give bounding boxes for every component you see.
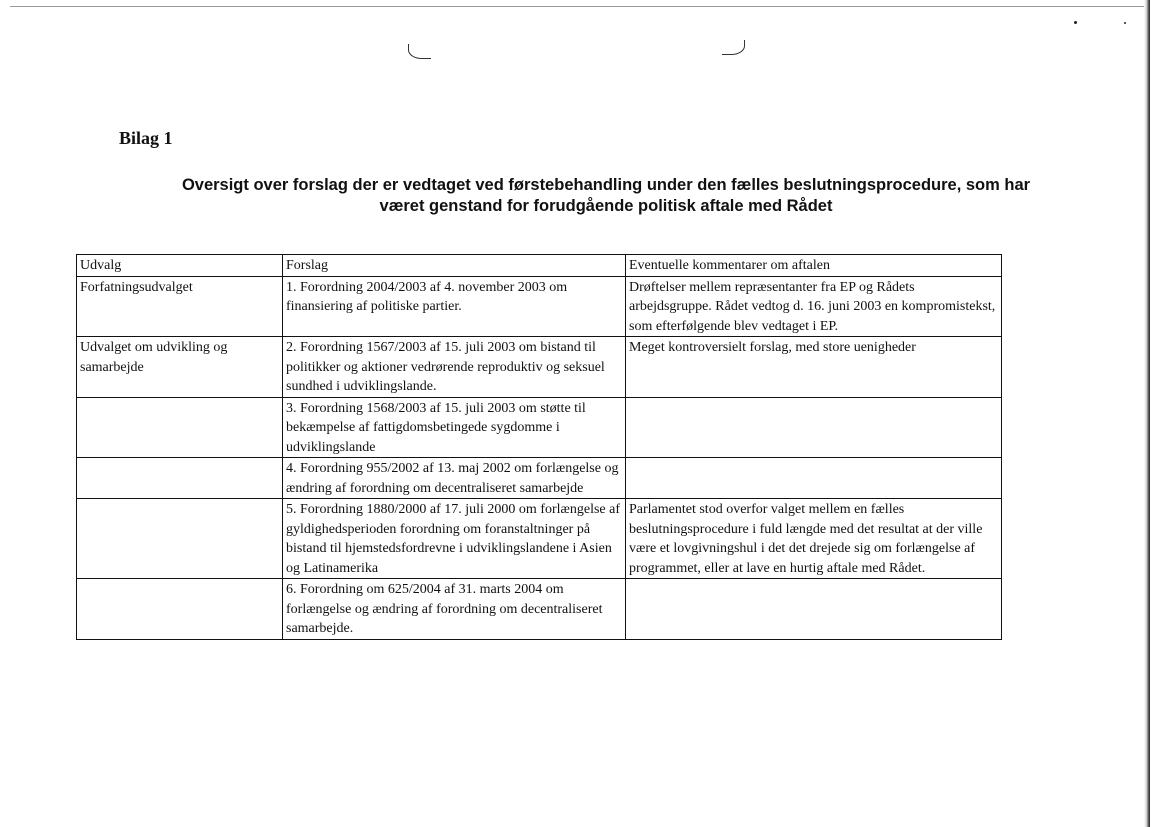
column-header-proposal: Forslag	[283, 255, 626, 277]
punch-hole-mark	[408, 44, 431, 59]
scan-speck	[1074, 21, 1077, 24]
table-row	[77, 397, 1002, 458]
column-header-committee: Udvalg	[77, 255, 283, 277]
comment-cell: Meget kontroversielt forslag, med store uenigheder	[626, 337, 1002, 398]
committee-cell: Forfatningsudvalget	[77, 276, 283, 337]
comment-cell	[626, 458, 1002, 499]
comment-cell	[626, 579, 1002, 640]
proposal-cell: 6. Forordning om 625/2004 af 31. marts 2004 om forlængelse og ændring af forordning om decentraliseret samarbejde.	[283, 579, 626, 640]
table-row	[77, 337, 1002, 398]
scan-speck	[1124, 22, 1126, 24]
table-header-row	[77, 255, 1002, 277]
proposal-cell: 5. Forordning 1880/2000 af 17. juli 2000 om forlængelse af gyldighedsperioden forordning om foranstaltninger på bistand til hjemstedsfordrevne i udviklingslandene i Asien og Latinamerika	[283, 499, 626, 579]
proposal-cell: 4. Forordning 955/2002 af 13. maj 2002 om forlængelse og ændring af forordning om decentraliseret samarbejde	[283, 458, 626, 499]
proposals-table	[76, 254, 1002, 640]
scan-border-right	[1144, 0, 1150, 827]
page-title-line2: været genstand for forudgående politisk aftale med Rådet	[379, 197, 833, 215]
comment-cell: Drøftelser mellem repræsentanter fra EP og Rådets arbejdsgruppe. Rådet vedtog d. 16. juni 2003 en kompromistekst, som efterfølgende blev vedtaget i EP.	[626, 276, 1002, 337]
page-title	[100, 175, 1112, 217]
comment-cell: Parlamentet stod overfor valget mellem en fælles beslutningsprocedure i fuld længde med det resultat at der ville være et lovgivningshul i det det drejede sig om forlængelse af programmet, eller at lave en hurtig aftale med Rådet.	[626, 499, 1002, 579]
proposal-cell: 3. Forordning 1568/2003 af 15. juli 2003 om støtte til bekæmpelse af fattigdomsbetingede sygdomme i udviklingslande	[283, 397, 626, 458]
committee-cell	[77, 579, 283, 640]
punch-hole-mark	[722, 40, 745, 55]
committee-cell: Udvalget om udvikling og samarbejde	[77, 337, 283, 398]
proposal-cell: 1. Forordning 2004/2003 af 4. november 2003 om finansiering af politiske partier.	[283, 276, 626, 337]
committee-cell	[77, 397, 283, 458]
page-title-line1: Oversigt over forslag der er vedtaget ved førstebehandling under den fælles beslutningsprocedure, som har	[181, 176, 1031, 194]
column-header-comments: Eventuelle kommentarer om aftalen	[626, 255, 1002, 277]
committee-cell	[77, 499, 283, 579]
table-row	[77, 579, 1002, 640]
table-row	[77, 499, 1002, 579]
annex-label: Bilag 1	[119, 128, 173, 148]
comment-cell	[626, 397, 1002, 458]
table-row	[77, 458, 1002, 499]
table-row	[77, 276, 1002, 337]
scan-border-top	[10, 6, 1150, 7]
committee-cell	[77, 458, 283, 499]
proposal-cell: 2. Forordning 1567/2003 af 15. juli 2003 om bistand til politikker og aktioner vedrørende reproduktiv og seksuel sundhed i udviklingslande.	[283, 337, 626, 398]
